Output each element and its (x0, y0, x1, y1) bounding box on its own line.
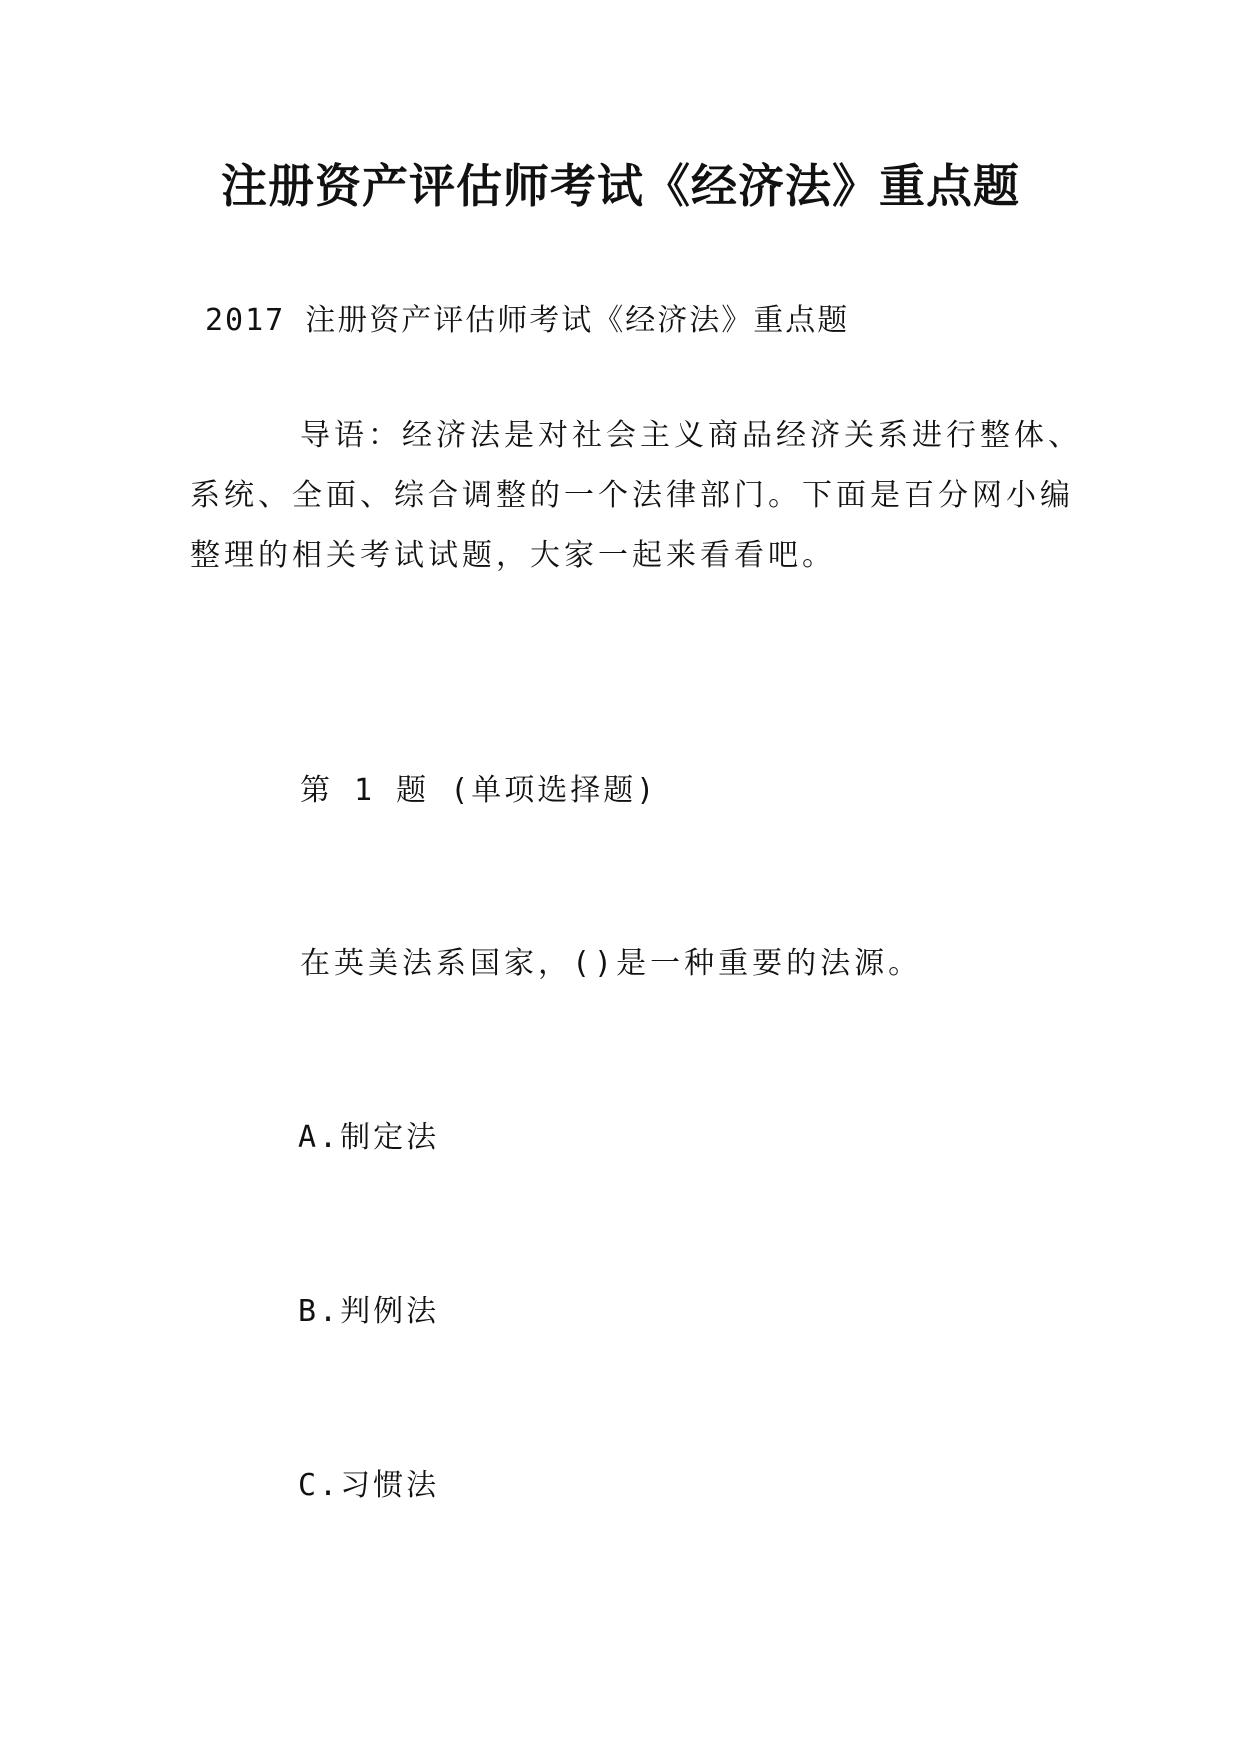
option-c: C.习惯法 (298, 1468, 440, 1503)
option-b: B.判例法 (298, 1294, 440, 1329)
intro-line-1: 导语：经济法是对社会主义商品经济关系进行整体、 (300, 418, 1082, 453)
question-text: 在英美法系国家，()是一种重要的法源。 (300, 946, 923, 981)
document-subtitle: 2017 注册资产评估师考试《经济法》重点题 (205, 303, 850, 338)
intro-line-2: 系统、全面、综合调整的一个法律部门。下面是百分网小编 (190, 478, 1074, 513)
question-header: 第 1 题 (单项选择题) (300, 773, 658, 808)
intro-line-3: 整理的相关考试试题，大家一起来看看吧。 (190, 538, 836, 573)
document-title: 注册资产评估师考试《经济法》重点题 (221, 159, 1020, 213)
option-a: A.制定法 (298, 1120, 440, 1155)
